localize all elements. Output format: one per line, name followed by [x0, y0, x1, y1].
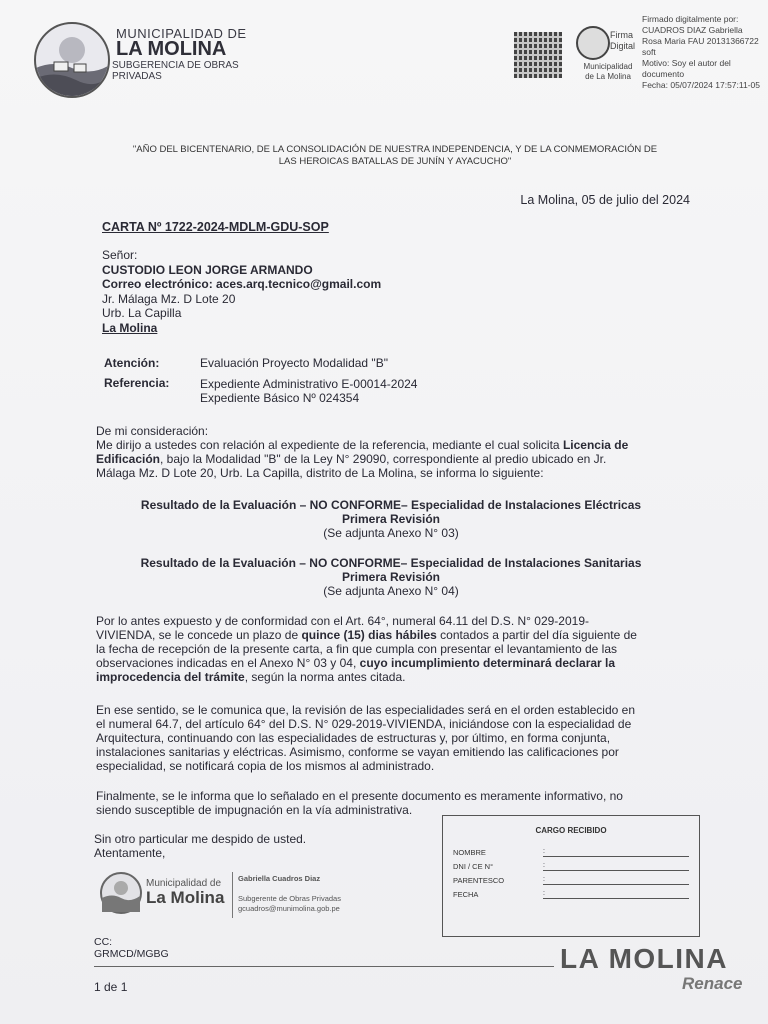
letter-number: CARTA Nº 1722-2024-MDLM-GDU-SOP	[102, 220, 329, 234]
firma-digital-label	[610, 30, 635, 52]
recipient-name: CUSTODIO LEON JORGE ARMANDO	[102, 262, 313, 277]
cargo-field-parentesco[interactable]: :	[543, 876, 689, 885]
motto-line-2: LAS HEROICAS BATALLAS DE JUNÍN Y AYACUCHO"	[278, 156, 512, 167]
referencia-value-2: Expediente Básico Nº 024354	[200, 391, 360, 405]
sign-line: Firmado digitalmente por:	[642, 14, 739, 24]
brand-logo: LA MOLINA	[560, 943, 728, 974]
p1-text: contados a partir del día siguiente de	[436, 628, 637, 642]
sign-line: Fecha: 05/07/2024 17:57:11-05	[642, 80, 760, 90]
closing	[94, 832, 306, 860]
p1-text: observaciones indicadas en el Anexo N° 03 y 04,	[96, 656, 360, 670]
municipality-logo-icon	[34, 22, 110, 98]
stamp-logo-icon	[100, 872, 142, 914]
page-number: 1 de 1	[94, 980, 128, 994]
recipient-district: La Molina	[102, 320, 158, 335]
p1-line: la fecha de recepción de la presente carta, a fin que cumpla con presentar el levantamiento de las	[96, 642, 617, 656]
seal-caption-2: de La Molina	[585, 72, 631, 81]
sign-line: Rosa Maria FAU 20131366722	[642, 36, 759, 46]
result-title: Resultado de la Evaluación – NO CONFORME– Especialidad de Instalaciones Eléctricas	[140, 498, 642, 512]
stamp-muni-name: La Molina	[146, 888, 225, 907]
p2-line: especialidad, se notificará copia de los mismos al administrado.	[96, 759, 435, 773]
cargo-row-fecha: FECHA	[453, 890, 479, 899]
firma-line-1: Firma	[610, 30, 633, 40]
p1-line: Por lo antes expuesto y de conformidad con el Art. 64°, numeral 64.11 del D.S. N° 029-2019-	[96, 614, 589, 628]
referencia-label: Referencia:	[104, 376, 170, 390]
cc-label: CC:	[94, 936, 113, 948]
cargo-recibido-box	[442, 815, 700, 937]
qr-code-icon	[514, 32, 562, 78]
referencia-value-1: Expediente Administrativo E-00014-2024	[200, 377, 418, 391]
paragraph-plazo	[96, 614, 686, 684]
result-electricas	[96, 498, 686, 540]
digital-signature-info	[642, 14, 768, 91]
subgerencia-line-2: PRIVADAS	[112, 71, 162, 82]
result-revision: Primera Revisión	[341, 570, 441, 584]
stamp-role: Subgerente de Obras Privadas	[238, 894, 341, 903]
seal-caption	[578, 62, 638, 82]
address-line-2: Urb. La Capilla	[102, 306, 182, 320]
intro-bold: Licencia de	[562, 438, 629, 452]
p1-text: VIVIENDA, se le concede un plazo de	[96, 628, 302, 642]
p1-bold: quince (15) dias hábiles	[301, 628, 437, 642]
sign-line: soft	[642, 47, 656, 57]
result-anexo: (Se adjunta Anexo N° 03)	[323, 526, 459, 540]
stamp-signer: Gabriella Cuadros Diaz	[238, 874, 321, 883]
cargo-row-nombre: NOMBRE	[453, 848, 486, 857]
paragraph-finalmente	[96, 789, 686, 817]
recipient-block	[102, 248, 381, 335]
cargo-field-fecha[interactable]: :	[543, 890, 689, 899]
motto-line-1: "AÑO DEL BICENTENARIO, DE LA CONSOLIDACIÓN DE NUESTRA INDEPENDENCIA, Y DE LA CONMEMORACIÓN DE	[132, 144, 658, 155]
result-revision: Primera Revisión	[341, 512, 441, 526]
p2-line: Arquitectura, continuando con las especialidades de estructuras y, por último, en forma conjunta,	[96, 731, 611, 745]
cc-block	[94, 936, 169, 960]
result-anexo: (Se adjunta Anexo N° 04)	[323, 584, 459, 598]
stamp-email: gcuadros@munimolina.gob.pe	[238, 904, 340, 913]
cargo-title: CARGO RECIBIDO	[535, 826, 607, 835]
p3-line: Finalmente, se le informa que lo señalado en el presente documento es meramente informativo, no	[96, 789, 623, 803]
result-sanitarias	[96, 556, 686, 598]
recipient-email-line	[102, 277, 381, 292]
header-muni-name: LA MOLINA	[116, 38, 227, 60]
closing-line-2: Atentamente,	[94, 846, 166, 860]
subgerencia-line-1: SUBGERENCIA DE OBRAS	[112, 60, 239, 71]
result-title: Resultado de la Evaluación – NO CONFORME– Especialidad de Instalaciones Sanitarias	[140, 556, 642, 570]
digital-seal-icon	[576, 26, 610, 60]
p2-line: instalaciones sanitarias y eléctricas. Asimismo, conforme se vayan emitiendo las calificaciones por	[96, 745, 619, 759]
atencion-value: Evaluación Proyecto Modalidad "B"	[200, 356, 388, 370]
stamp-divider	[232, 872, 233, 918]
letter-date: La Molina, 05 de julio del 2024	[520, 193, 690, 207]
email-value: aces.arq.tecnico@gmail.com	[216, 277, 382, 291]
brand-slogan: Renace	[682, 974, 743, 993]
closing-line-1: Sin otro particular me despido de usted.	[94, 832, 307, 846]
p1-bold: cuyo incumplimiento determinará declarar la	[359, 656, 616, 670]
sign-line: CUADROS DIAZ Gabriella	[642, 25, 743, 35]
intro-paragraph	[96, 424, 686, 480]
cargo-field-nombre[interactable]: :	[543, 848, 689, 857]
email-label: Correo electrónico:	[102, 277, 213, 291]
intro-text: Me dirijo a ustedes con relación al expediente de la referencia, mediante el cual solicita	[96, 438, 563, 452]
cc-value: GRMCD/MGBG	[94, 948, 169, 960]
p2-line: el numeral 64.7, del artículo 64° del D.S. N° 029-2019-VIVIENDA, iniciándose con la especialidad de	[96, 717, 632, 731]
p3-line: siendo susceptible de impugnación en la vía administrativa.	[96, 803, 413, 817]
seal-caption-1: Municipalidad	[583, 62, 633, 71]
header-muni-label: MUNICIPALIDAD DE	[116, 26, 247, 41]
cargo-field-dni[interactable]: :	[543, 862, 689, 871]
year-motto	[100, 144, 690, 168]
atencion-label: Atención:	[104, 356, 160, 370]
p1-bold: improcedencia del trámite	[96, 670, 245, 684]
firma-line-2: Digital	[610, 41, 636, 51]
sign-line: Motivo: Soy el autor del	[642, 58, 731, 68]
p1-text: , según la norma antes citada.	[244, 670, 406, 684]
footer-divider	[94, 966, 554, 967]
intro-text: , bajo la Modalidad "B" de la Ley N° 29090, correspondiente al predio ubicado en Jr.	[160, 452, 607, 466]
address-line-1: Jr. Málaga Mz. D Lote 20	[102, 291, 236, 306]
cargo-row-parentesco: PARENTESCO	[453, 876, 505, 885]
salutation: Señor:	[102, 248, 138, 262]
cargo-row-dni: DNI / CE N°	[453, 862, 494, 871]
p2-line: En ese sentido, se le comunica que, la revisión de las especialidades será en el orden establecido en	[96, 703, 636, 717]
paragraph-orden	[96, 703, 686, 773]
header-subgerencia	[112, 60, 239, 82]
intro-text: Málaga Mz. D Lote 20, Urb. La Capilla, distrito de La Molina, se informa lo siguiente:	[96, 466, 544, 480]
stamp-muni-label: Municipalidad de	[146, 878, 222, 889]
referencia-values	[200, 377, 417, 405]
intro-bold: Edificación	[96, 452, 161, 466]
intro-greeting: De mi consideración:	[96, 424, 209, 438]
sign-line: documento	[642, 69, 685, 79]
